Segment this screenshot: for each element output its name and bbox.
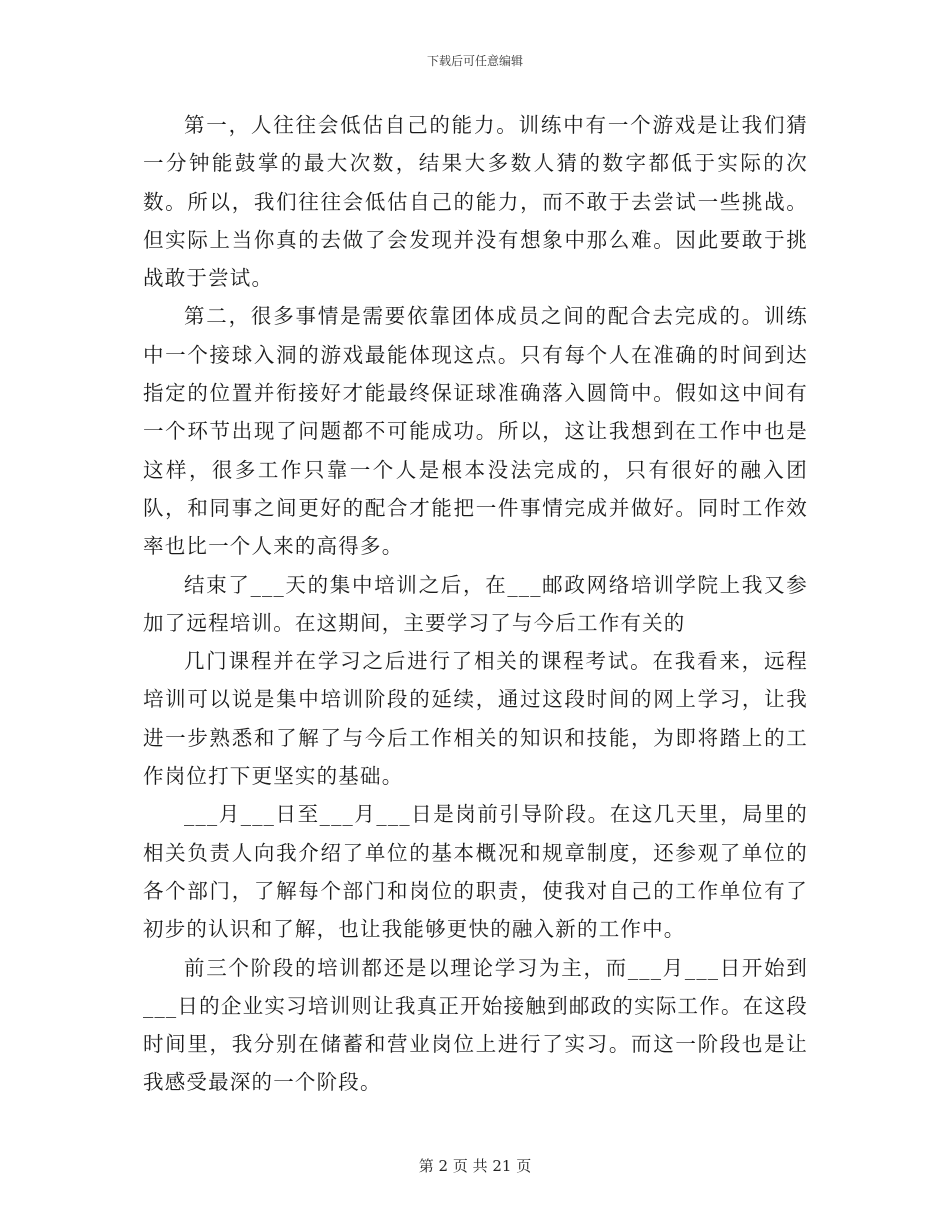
page-header: 下载后可任意编辑 [426, 54, 523, 68]
paragraph-4: 几门课程并在学习之后进行了相关的课程考试。在我看来，远程培训可以说是集中培训阶段的延续，通过这段时间的网上学习，让我进一步熟悉和了解了与今后工作相关的知识和技能，为即将踏上的工作岗位打下更坚实的基础。 [143, 649, 808, 789]
document-body [143, 106, 808, 1102]
paragraph-1: 第一，人往往会低估自己的能力。训练中有一个游戏是让我们猜一分钟能鼓掌的最大次数，结果大多数人猜的数字都低于实际的次数。所以，我们往往会低估自己的能力，而不敢于去尝试一些挑战。但实际上当你真的去做了会发现并没有想象中那么难。因此要敢于挑战敢于尝试。 [143, 113, 808, 291]
paragraph-2: 第二，很多事情是需要依靠团体成员之间的配合去完成的。训练中一个接球入洞的游戏最能体现这点。只有每个人在准确的时间到达指定的位置并衔接好才能最终保证球准确落入圆筒中。假如这中间有一个环节出现了问题都不可能成功。所以，这让我想到在工作中也是这样，很多工作只靠一个人是根本没法完成的，只有很好的融入团队，和同事之间更好的配合才能把一件事情完成并做好。同时工作效率也比一个人来的高得多。 [143, 304, 808, 559]
paragraph-6: 前三个阶段的培训都还是以理论学习为主，而___月___日开始到___日的企业实习培训则让我真正开始接触到邮政的实际工作。在这段时间里，我分别在储蓄和营业岗位上进行了实习。而这一阶段也是让我感受最深的一个阶段。 [143, 955, 808, 1095]
page-number: 第 2 页 共 21 页 [418, 1157, 532, 1175]
paragraph-3: 结束了___天的集中培训之后，在___邮政网络培训学院上我又参加了远程培训。在这期间，主要学习了与今后工作有关的 [143, 572, 808, 635]
paragraph-5: ___月___日至___月___日是岗前引导阶段。在这几天里，局里的相关负责人向我介绍了单位的基本概况和规章制度，还参观了单位的各个部门，了解每个部门和岗位的职责，使我对自己的工作单位有了初步的认识和了解，也让我能够更快的融入新的工作中。 [143, 802, 808, 942]
